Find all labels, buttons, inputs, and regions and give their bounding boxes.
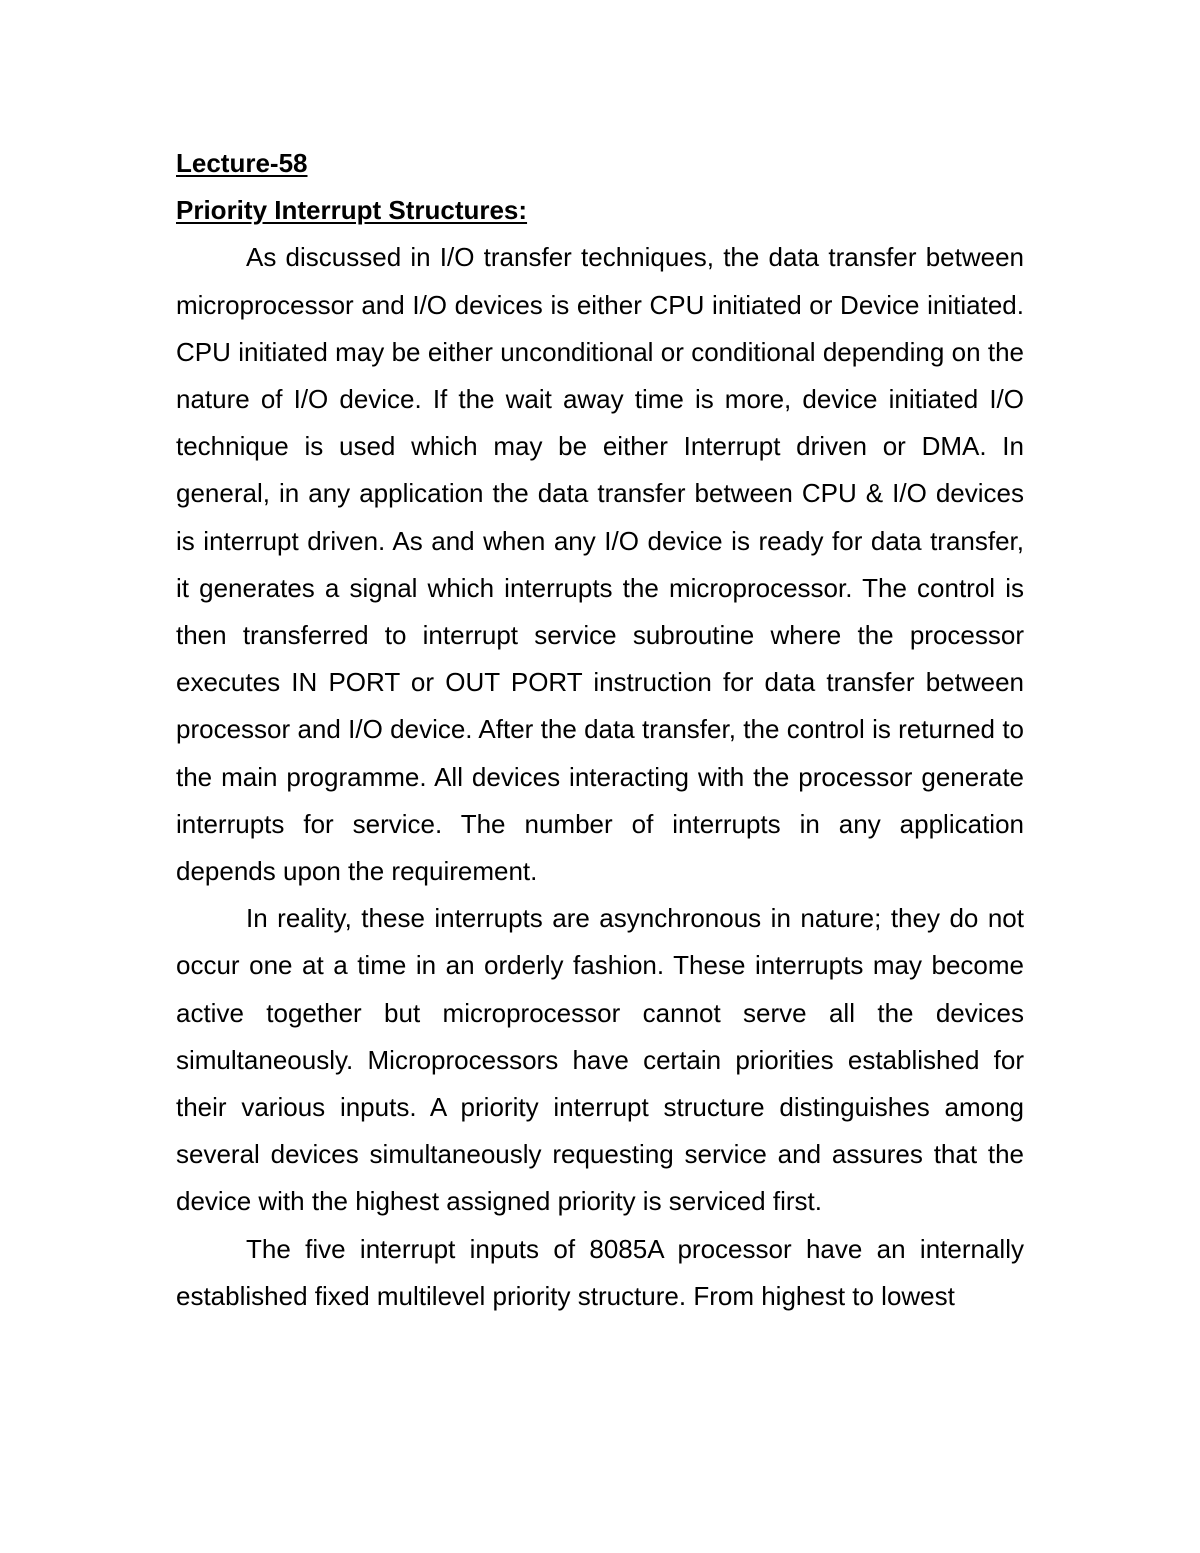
lecture-title: Lecture-58 [176,148,308,178]
paragraph-asynchronous-interrupts: In reality, these interrupts are asynchronous in nature; they do not occur one at a time in an orderly fashion. These interrupts may become active together but microprocessor cannot serve all the devices simultaneously. Microprocessors have certain priorities established for their various inputs. A priority interrupt structure distinguishes among several devices simultaneously requesting service and assures that the device with the highest assigned priority is serviced first. [176,903,1024,1217]
paragraph-io-transfer: As discussed in I/O transfer techniques, the data transfer between microprocessor and I/O devices is either CPU initiated or Device initiated. CPU initiated may be either unconditional or conditional depending on the nature of I/O device. If the wait away time is more, device initiated I/O technique is used which may be either Interrupt driven or DMA. In general, in any application the data transfer between CPU & I/O devices is interrupt driven. As and when any I/O device is ready for data transfer, it generates a signal which interrupts the microprocessor. The control is then transferred to interrupt service subroutine where the processor executes IN PORT or OUT PORT instruction for data transfer between processor and I/O device. After the data transfer, the control is returned to the main programme. All devices interacting with the processor generate interrupts for service. The number of interrupts in any application depends upon the requirement. [176,242,1024,887]
document-page [176,140,1024,1320]
paragraph-8085a-priority: The five interrupt inputs of 8085A processor have an internally established fixed multilevel priority structure. From highest to lowest [176,1233,1024,1311]
section-title: Priority Interrupt Structures: [176,195,528,226]
